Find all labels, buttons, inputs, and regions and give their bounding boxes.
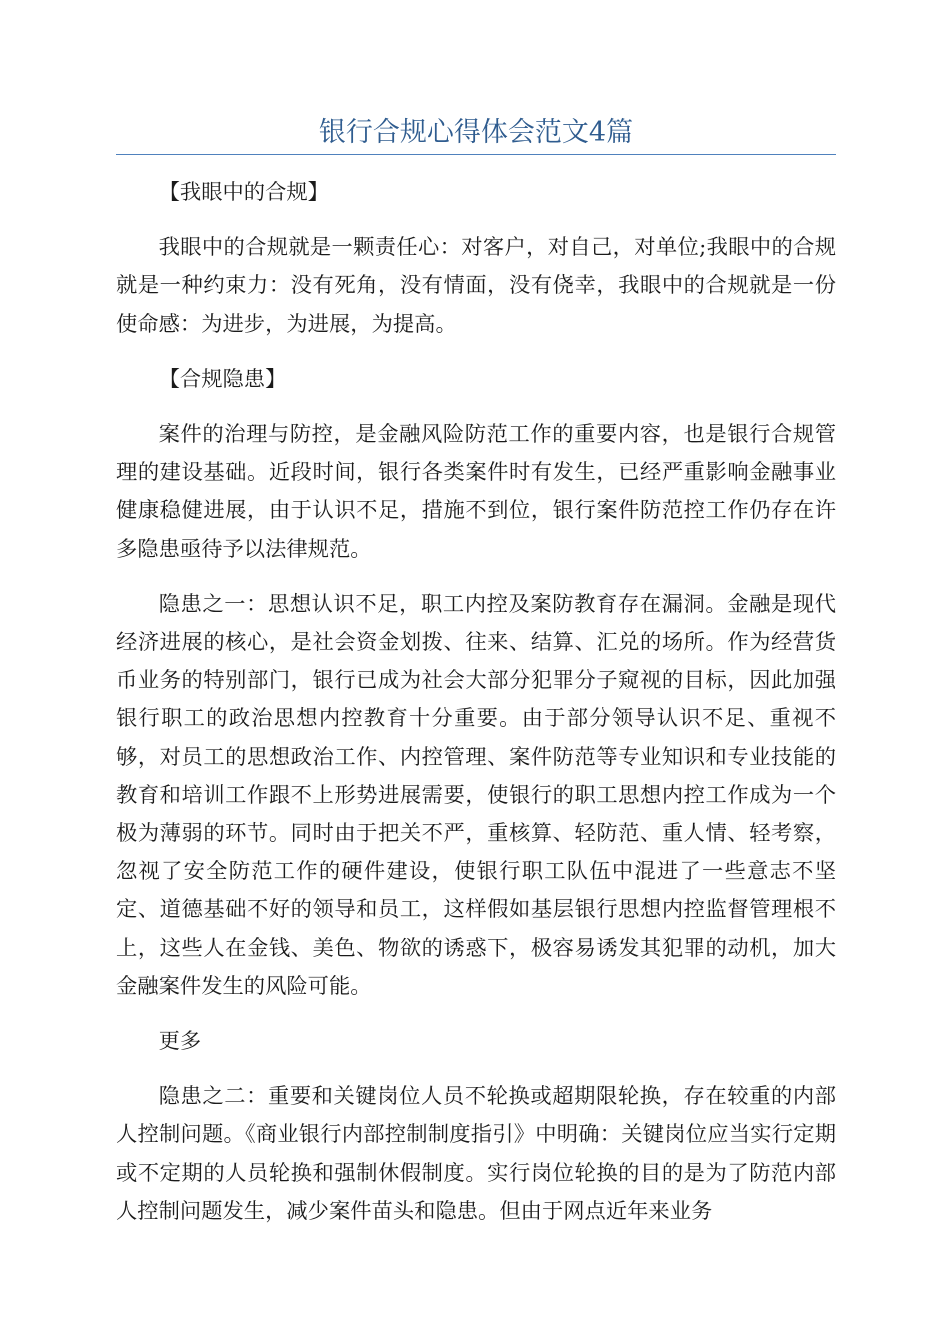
paragraph-risk-two: 隐患之二：重要和关键岗位人员不轮换或超期限轮换，存在较重的内部人控制问题。《商业银行内部控制制度指引》中明确：关键岗位应当实行定期或不定期的人员轮换和强制休假制度。实行岗位轮换的目的是为了防范内部人控制问题发生，减少案件苗头和隐患。但由于网点近年来业务 (116, 1084, 836, 1224)
document-body (116, 174, 836, 1248)
paragraph-case-control: 案件的治理与防控，是金融风险防范工作的重要内容，也是银行合规管理的建设基础。近段时间，银行各类案件时有发生，已经严重影响金融事业健康稳健进展，由于认识不足，措施不到位，银行案件防范控工作仍存在许多隐患亟待予以法律规范。 (116, 422, 836, 562)
section-heading-compliance-risks: 【合规隐患】 (158, 366, 287, 392)
title-divider (116, 154, 836, 155)
paragraph-compliance-view: 我眼中的合规就是一颗责任心：对客户，对自己，对单位;我眼中的合规就是一种约束力：没有死角，没有情面，没有侥幸，我眼中的合规就是一份使命感：为进步，为进展，为提高。 (116, 235, 836, 337)
section-heading-compliance-view: 【我眼中的合规】 (158, 180, 329, 205)
document-title: 银行合规心得体会范文4篇 (318, 117, 634, 148)
paragraph-risk-one: 隐患之一：思想认识不足，职工内控及案防教育存在漏洞。金融是现代经济进展的核心，是社会资金划拨、往来、结算、汇兑的场所。作为经营货币业务的特别部门，银行已成为社会大部分犯罪分子窥视的目标，因此加强银行职工的政治思想内控教育十分重要。由于部分领导认识不足、重视不够，对员工的思想政治工作、内控管理、案件防范等专业知识和专业技能的教育和培训工作跟不上形势进展需要，使银行的职工思想内控工作成为一个极为薄弱的环节。同时由于把关不严，重核算、轻防范、重人情、轻考察，忽视了安全防范工作的硬件建设，使银行职工队伍中混进了一些意志不坚定、道德基础不好的领导和员工，这样假如基层银行思想内控监督管理根不上，这些人在金钱、美色、物欲的诱惑下，极容易诱发其犯罪的动机，加大金融案件发生的风险可能。 (116, 591, 836, 999)
paragraph-more: 更多 (158, 1029, 202, 1055)
